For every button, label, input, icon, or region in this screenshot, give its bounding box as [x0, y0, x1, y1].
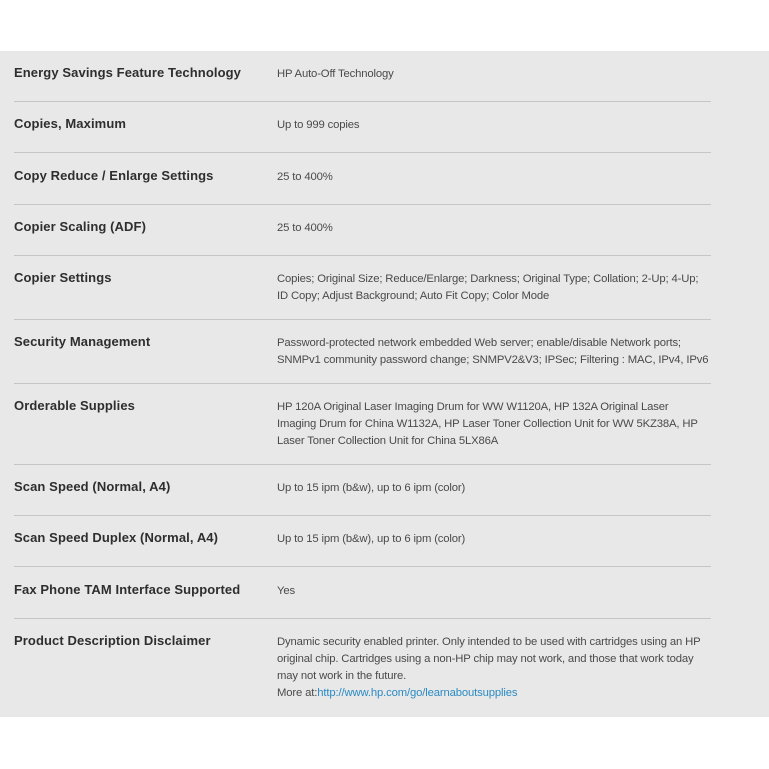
spec-row-product-disclaimer	[14, 633, 711, 709]
spec-label: Copy Reduce / Enlarge Settings	[14, 168, 214, 183]
spec-label: Product Description Disclaimer	[14, 633, 211, 648]
specifications-panel	[0, 51, 769, 717]
spec-value-line: Copies; Original Size; Reduce/Enlarge; Darkness; Original Type; Collation; 2-Up; 4-Up;	[277, 273, 699, 285]
spec-value-line: Dynamic security enabled printer. Only intended to be used with cartridges using an HP	[277, 636, 701, 648]
spec-value	[277, 117, 711, 134]
spec-value-line: Laser Toner Collection Unit for China 5LX86A	[277, 435, 499, 447]
spec-row-orderable-supplies	[14, 398, 711, 465]
spec-value-line: Up to 15 ipm (b&w), up to 6 ipm (color)	[277, 533, 466, 545]
spec-row-scan-speed	[14, 479, 711, 516]
spec-value-line: HP Auto-Off Technology	[277, 68, 394, 80]
spec-row-fax-tam	[14, 582, 711, 619]
spec-label: Energy Savings Feature Technology	[14, 65, 242, 80]
spec-value	[277, 169, 711, 186]
spec-value	[277, 335, 711, 369]
disclaimer-more-prefix: More at:	[277, 687, 318, 699]
spec-value	[277, 66, 711, 83]
spec-value	[277, 271, 711, 305]
spec-label: Orderable Supplies	[14, 398, 136, 413]
spec-label: Scan Speed (Normal, A4)	[14, 479, 171, 494]
spec-value-line: ID Copy; Adjust Background; Auto Fit Copy; Color Mode	[277, 290, 550, 302]
spec-label: Copies, Maximum	[14, 116, 127, 131]
spec-value-line: HP 120A Original Laser Imaging Drum for WW W1120A, HP 132A Original Laser	[277, 401, 669, 413]
spec-label: Security Management	[14, 334, 151, 349]
spec-row-scan-speed-duplex	[14, 530, 711, 567]
spec-row-copy-reduce-enlarge	[14, 168, 711, 205]
spec-value-line: Yes	[277, 585, 295, 597]
spec-value	[277, 583, 711, 600]
spec-value-line: original chip. Cartridges using a non-HP chip may not work, and those that work today	[277, 653, 694, 665]
spec-value-line: Up to 999 copies	[277, 119, 360, 131]
spec-value-line: may not work in the future.	[277, 670, 407, 682]
spec-value	[277, 531, 711, 548]
spec-row-copier-settings	[14, 270, 711, 320]
learn-about-supplies-link[interactable]: http://www.hp.com/go/learnaboutsupplies	[317, 687, 518, 699]
spec-row-copies-maximum	[14, 116, 711, 153]
spec-value	[277, 480, 711, 497]
spec-label: Scan Speed Duplex (Normal, A4)	[14, 530, 219, 545]
spec-value-line: 25 to 400%	[277, 171, 333, 183]
spec-value-line: Password-protected network embedded Web server; enable/disable Network ports;	[277, 337, 681, 349]
spec-label: Fax Phone TAM Interface Supported	[14, 582, 241, 597]
spec-value-line: 25 to 400%	[277, 222, 333, 234]
spec-row-security-management	[14, 334, 711, 384]
spec-value-line: SNMPv1 community password change; SNMPV2&V3; IPSec; Filtering : MAC, IPv4, IPv6	[277, 354, 709, 366]
spec-row-copier-scaling	[14, 219, 711, 256]
spec-value-line: Up to 15 ipm (b&w), up to 6 ipm (color)	[277, 482, 466, 494]
disclaimer-more-line	[277, 685, 711, 702]
spec-label: Copier Scaling (ADF)	[14, 219, 147, 234]
spec-value	[277, 634, 711, 702]
spec-row-energy-savings	[14, 65, 711, 102]
spec-label: Copier Settings	[14, 270, 112, 285]
spec-value	[277, 220, 711, 237]
spec-value-line: Imaging Drum for China W1132A, HP Laser Toner Collection Unit for WW 5KZ38A, HP	[277, 418, 698, 430]
spec-value	[277, 399, 711, 450]
